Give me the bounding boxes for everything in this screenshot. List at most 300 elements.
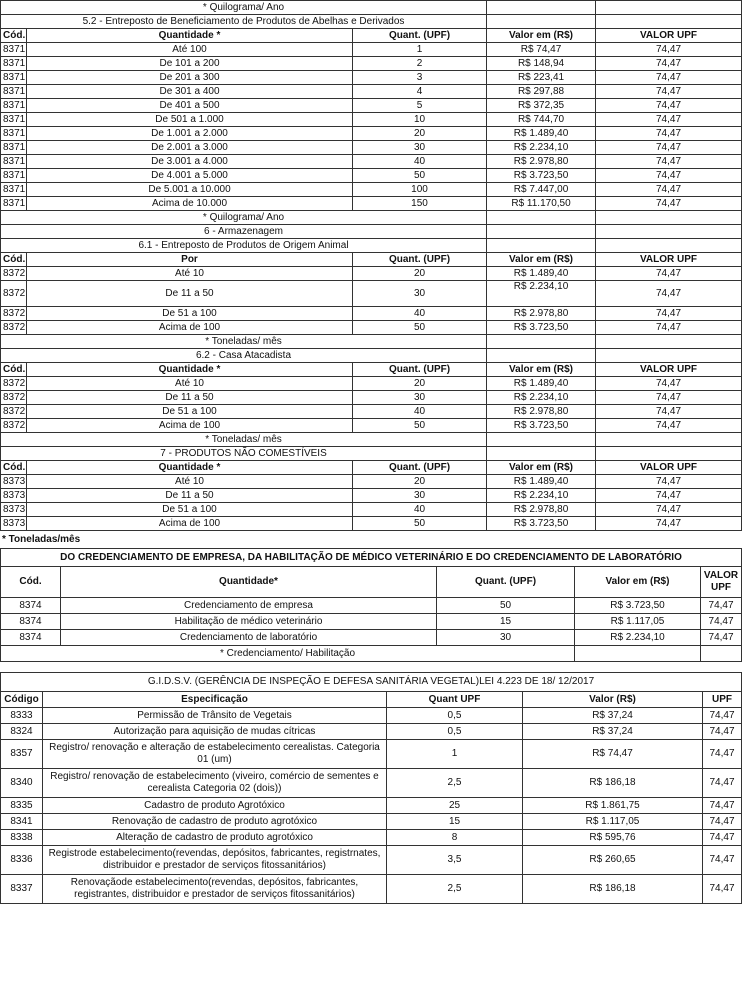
table-cell: 30 [353,489,487,503]
table-cell: 74,47 [596,419,742,433]
table-cell: 25 [387,798,523,814]
table-cell: R$ 2.978,80 [487,503,596,517]
table-cell: 8371 [1,113,27,127]
table-cell: 30 [353,391,487,405]
table-cell: R$ 1.489,40 [487,475,596,489]
table-cell: 8372 [1,391,27,405]
table-cell: 40 [353,405,487,419]
table-cell: 74,47 [596,141,742,155]
table-cell: 1 [353,43,487,57]
table-cell: De 51 a 100 [27,405,353,419]
table-cell: R$ 744,70 [487,113,596,127]
table-cell: De 11 a 50 [27,489,353,503]
column-header: Valor (R$) [523,692,703,708]
table-cell: R$ 1.489,40 [487,267,596,281]
blank-cell [487,239,596,253]
table-cell: 8341 [1,814,43,830]
table-cell: R$ 1.117,05 [523,814,703,830]
section-title-row [1,15,742,29]
table-cell: 74,47 [596,405,742,419]
column-header: Quant. (UPF) [353,253,487,267]
table-cell: R$ 223,41 [487,71,596,85]
column-header: Valor em (R$) [487,253,596,267]
column-header: Valor em (R$) [487,461,596,475]
table-cell: 74,47 [596,391,742,405]
table-cell: 74,47 [596,85,742,99]
table-cell: R$ 1.489,40 [487,377,596,391]
ton-note-row [1,433,742,447]
table-cell: 3 [353,71,487,85]
table-row [1,419,742,433]
table-title: G.I.D.S.V. (GERÊNCIA DE INSPEÇÃO E DEFESA SANITÁRIA VEGETAL)LEI 4.223 DE 18/ 12/2017 [1,673,742,692]
table-cell: R$ 3.723,50 [487,169,596,183]
table-cell: 2,5 [387,875,523,904]
header-row [1,692,742,708]
table-cell: 15 [437,614,575,630]
table-row [1,740,742,769]
blank-cell [487,1,596,15]
blank-cell [575,646,701,662]
table-row [1,155,742,169]
table-cell: 74,47 [596,307,742,321]
section-title-row [1,239,742,253]
blank-cell [596,239,742,253]
table-cell: R$ 2.234,10 [487,141,596,155]
table-row [1,517,742,531]
table-cell: 1 [387,740,523,769]
blank-cell [596,335,742,349]
table-cell: De 1.001 a 2.000 [27,127,353,141]
table-cell: 8371 [1,155,27,169]
table-row [1,830,742,846]
table-cell: 8371 [1,57,27,71]
table-cell: 74,47 [596,517,742,531]
table-row [1,169,742,183]
table-row [1,769,742,798]
table-cell: 50 [353,321,487,335]
table-row [1,724,742,740]
column-header: Por [27,253,353,267]
table-cell: 40 [353,503,487,517]
table-cell: 74,47 [596,183,742,197]
table-cell: De 201 a 300 [27,71,353,85]
table-cell: 74,47 [596,43,742,57]
table-cell: 8372 [1,405,27,419]
table-cell: R$ 2.978,80 [487,405,596,419]
table-cell: 50 [437,598,575,614]
column-header: Quantidade * [27,363,353,377]
table-cell: 4 [353,85,487,99]
table-cell: R$ 3.723,50 [487,321,596,335]
column-header: Cód. [1,567,61,598]
table-cell: 100 [353,183,487,197]
column-header: Código [1,692,43,708]
kg-note-top-row [1,1,742,15]
kg-note-row [1,211,742,225]
table-cell: 8337 [1,875,43,904]
table-row [1,85,742,99]
table-cell: 2,5 [387,769,523,798]
column-header: VALOR UPF [701,567,742,598]
table-cell: 74,47 [596,57,742,71]
table-cell: De 51 a 100 [27,307,353,321]
table-cell: 8372 [1,321,27,335]
section-title-row [1,225,742,239]
table-cell: De 51 a 100 [27,503,353,517]
table-cell: 74,47 [701,630,742,646]
table-cell: 74,47 [703,740,742,769]
blank-cell [701,646,742,662]
column-header: Valor em (R$) [487,29,596,43]
table-cell: Renovaçãode estabelecimento(revendas, depósitos, fabricantes, registrantes, distribuidor e prestador de serviços fitossanitários) [43,875,387,904]
table-cell: 8372 [1,281,27,307]
table-cell: R$ 74,47 [523,740,703,769]
table-cell: Até 100 [27,43,353,57]
table-row [1,875,742,904]
table-row [1,71,742,85]
table-cell: Até 10 [27,377,353,391]
table-cell: R$ 11.170,50 [487,197,596,211]
table-cell: De 401 a 500 [27,99,353,113]
table-cell: R$ 7.447,00 [487,183,596,197]
table-cell: 20 [353,127,487,141]
table-cell: Credenciamento de laboratório [61,630,437,646]
table-cell: Renovação de cadastro de produto agrotóxico [43,814,387,830]
table-title: DO CREDENCIAMENTO DE EMPRESA, DA HABILITAÇÃO DE MÉDICO VETERINÁRIO E DO CREDENCIAMENTO DE LABORATÓRIO [1,549,742,567]
table-row [1,267,742,281]
table-cell: Acima de 100 [27,517,353,531]
table-cell: 8373 [1,503,27,517]
table-cell: 74,47 [703,769,742,798]
blank-cell [596,15,742,29]
table-cell: 30 [353,141,487,155]
table-cell: 8371 [1,141,27,155]
blank-cell [487,211,596,225]
table-row [1,377,742,391]
table-cell: Registrode estabelecimento(revendas, depósitos, fabricantes, registrnates, distribuidor e prestador de serviços fitossanitários) [43,846,387,875]
table-row [1,113,742,127]
table-cell: 74,47 [596,169,742,183]
blank-cell [487,15,596,29]
table-cell: 74,47 [596,475,742,489]
credenciamento-table [0,548,742,662]
table-cell: R$ 2.978,80 [487,307,596,321]
table-cell: 8373 [1,517,27,531]
table-cell: Alteração de cadastro de produto agrotóxico [43,830,387,846]
table-cell: 8372 [1,419,27,433]
note-row [1,646,742,662]
table-cell: 74,47 [703,798,742,814]
table-cell: 74,47 [596,267,742,281]
column-header: Quant UPF [387,692,523,708]
blank-cell [487,225,596,239]
blank-cell [487,447,596,461]
table-cell: 74,47 [703,708,742,724]
table-cell: R$ 2.978,80 [487,155,596,169]
ton-note: * Toneladas/ mês [1,433,487,447]
table-cell: 8340 [1,769,43,798]
title-row [1,673,742,692]
table-cell: 74,47 [596,127,742,141]
table-cell: 50 [353,419,487,433]
table-row [1,183,742,197]
table-cell: Acima de 100 [27,419,353,433]
kg-note-top: * Quilograma/ Ano [1,1,487,15]
blank-cell [487,349,596,363]
table-cell: Autorização para aquisição de mudas cítricas [43,724,387,740]
table-row [1,321,742,335]
table-cell: 8 [387,830,523,846]
toneladas-note: * Toneladas/mês [2,534,81,545]
table-row [1,281,742,307]
table-cell: Registro/ renovação de estabelecimento (viveiro, comércio de sementes e cerealista Categoria 02 (dois)) [43,769,387,798]
table-cell: 8371 [1,183,27,197]
kg-note: * Quilograma/ Ano [1,211,487,225]
table-cell: 3,5 [387,846,523,875]
table-row [1,708,742,724]
table-cell: Até 10 [27,267,353,281]
table-cell: 30 [437,630,575,646]
table-cell: 74,47 [596,489,742,503]
column-header: UPF [703,692,742,708]
table-cell: 20 [353,475,487,489]
table-row [1,57,742,71]
table-cell: R$ 186,18 [523,769,703,798]
table-cell: 74,47 [596,321,742,335]
header-row [1,461,742,475]
column-header: Quantidade* [61,567,437,598]
table-cell: 50 [353,517,487,531]
table-row [1,127,742,141]
table-cell: 74,47 [703,814,742,830]
table-row [1,43,742,57]
column-header: Quant. (UPF) [353,363,487,377]
table-cell: 74,47 [596,503,742,517]
table-cell: 20 [353,377,487,391]
column-header: Quant. (UPF) [353,461,487,475]
blank-cell [596,447,742,461]
blank-cell [487,335,596,349]
table-cell: De 2.001 a 3.000 [27,141,353,155]
section-title-row [1,447,742,461]
table-cell: 2 [353,57,487,71]
section-title: 6.1 - Entreposto de Produtos de Origem Animal [1,239,487,253]
table-cell: 74,47 [703,875,742,904]
column-header: VALOR UPF [596,253,742,267]
table-cell: 20 [353,267,487,281]
table-cell: 8372 [1,377,27,391]
table-cell: 8338 [1,830,43,846]
t1-body [1,1,742,531]
table-cell: De 11 a 50 [27,391,353,405]
table-cell: 40 [353,307,487,321]
table-cell: R$ 297,88 [487,85,596,99]
table-cell: 8371 [1,99,27,113]
table-cell: R$ 148,94 [487,57,596,71]
table-row [1,405,742,419]
table-row [1,846,742,875]
table-row [1,307,742,321]
table-row [1,197,742,211]
table-cell: 8335 [1,798,43,814]
table-row [1,598,742,614]
table-row [1,141,742,155]
table-cell: 74,47 [596,197,742,211]
table-cell: De 11 a 50 [27,281,353,307]
table-cell: Acima de 10.000 [27,197,353,211]
table-cell: R$ 37,24 [523,724,703,740]
table-cell: 8373 [1,489,27,503]
table-cell: Permissão de Trânsito de Vegetais [43,708,387,724]
blank-cell [596,1,742,15]
table-row [1,614,742,630]
table-cell: 74,47 [703,830,742,846]
blank-cell [596,225,742,239]
table-cell: De 301 a 400 [27,85,353,99]
table-cell: De 4.001 a 5.000 [27,169,353,183]
table-cell: R$ 2.234,10 [575,630,701,646]
table-cell: 8324 [1,724,43,740]
table-cell: 74,47 [701,598,742,614]
table-row [1,814,742,830]
table-cell: Credenciamento de empresa [61,598,437,614]
section-title: 7 - PRODUTOS NÃO COMESTÍVEIS [1,447,487,461]
table-cell: 74,47 [596,99,742,113]
table-row [1,798,742,814]
table-cell: 8333 [1,708,43,724]
table-cell: Até 10 [27,475,353,489]
column-header: Quantidade * [27,461,353,475]
table-cell: R$ 74,47 [487,43,596,57]
table-cell: 8371 [1,127,27,141]
table-cell: 150 [353,197,487,211]
column-header: Valor em (R$) [487,363,596,377]
table-cell: Cadastro de produto Agrotóxico [43,798,387,814]
table-cell: 8371 [1,197,27,211]
header-row [1,29,742,43]
column-header: VALOR UPF [596,461,742,475]
table-cell: R$ 2.234,10 [487,281,596,307]
t3-body [1,673,742,904]
table-cell: 5 [353,99,487,113]
table-cell: 74,47 [596,155,742,169]
table-row [1,630,742,646]
table-cell: 74,47 [703,724,742,740]
ton-note-row [1,335,742,349]
table-cell: 15 [387,814,523,830]
title-row [1,549,742,567]
table-cell: De 101 a 200 [27,57,353,71]
table-cell: 74,47 [596,377,742,391]
column-header: VALOR UPF [596,363,742,377]
table-cell: 8371 [1,71,27,85]
table-cell: 8372 [1,267,27,281]
table-cell: 0,5 [387,724,523,740]
section-title: 6.2 - Casa Atacadista [1,349,487,363]
table-cell: 40 [353,155,487,169]
column-header: Cód. [1,29,27,43]
table-cell: 50 [353,169,487,183]
table-cell: 8371 [1,43,27,57]
table-cell: R$ 37,24 [523,708,703,724]
table-row [1,391,742,405]
table-row [1,475,742,489]
table-cell: 74,47 [596,113,742,127]
header-row [1,363,742,377]
table-cell: R$ 260,65 [523,846,703,875]
section-title: 6 - Armazenagem [1,225,487,239]
table-cell: De 501 a 1.000 [27,113,353,127]
table-cell: 8372 [1,307,27,321]
column-header: Quant. (UPF) [353,29,487,43]
table-cell: R$ 2.234,10 [487,391,596,405]
table-row [1,489,742,503]
header-row [1,253,742,267]
table-cell: R$ 372,35 [487,99,596,113]
table-cell: 8336 [1,846,43,875]
column-header: VALOR UPF [596,29,742,43]
blank-cell [596,433,742,447]
blank-cell [596,211,742,225]
table-cell: R$ 1.117,05 [575,614,701,630]
table-cell: Registro/ renovação e alteração de estabelecimento cerealistas. Categoria 01 (um) [43,740,387,769]
table-cell: 74,47 [596,71,742,85]
credenciamento-note: * Credenciamento/ Habilitação [1,646,575,662]
column-header: Especificação [43,692,387,708]
section-title: 5.2 - Entreposto de Beneficiamento de Produtos de Abelhas e Derivados [1,15,487,29]
column-header: Quantidade * [27,29,353,43]
table-cell: R$ 3.723,50 [487,517,596,531]
table-cell: 8374 [1,614,61,630]
ton-note: * Toneladas/ mês [1,335,487,349]
table-cell: 8371 [1,169,27,183]
table-cell: De 3.001 a 4.000 [27,155,353,169]
t2-body [1,549,742,662]
table-cell: 8374 [1,630,61,646]
blank-cell [596,349,742,363]
column-header: Valor em (R$) [575,567,701,598]
table-row [1,503,742,517]
column-header: Quant. (UPF) [437,567,575,598]
table-cell: 8374 [1,598,61,614]
table-cell: R$ 3.723,50 [487,419,596,433]
table-cell: Habilitação de médico veterinário [61,614,437,630]
table-cell: R$ 186,18 [523,875,703,904]
table-cell: R$ 1.861,75 [523,798,703,814]
section-title-row [1,349,742,363]
table-cell: 74,47 [701,614,742,630]
column-header: Cód. [1,363,27,377]
table-cell: 8371 [1,85,27,99]
table-cell: R$ 1.489,40 [487,127,596,141]
gidsv-table [0,672,742,904]
table-cell: 74,47 [703,846,742,875]
header-row [1,567,742,598]
column-header: Cód. [1,253,27,267]
table-cell: R$ 3.723,50 [575,598,701,614]
table-cell: 10 [353,113,487,127]
table-cell: 8357 [1,740,43,769]
column-header: Cód. [1,461,27,475]
table-cell: 0,5 [387,708,523,724]
blank-cell [487,433,596,447]
table-cell: Acima de 100 [27,321,353,335]
table-cell: 8373 [1,475,27,489]
table-cell: R$ 2.234,10 [487,489,596,503]
table-cell: 30 [353,281,487,307]
table-row [1,99,742,113]
table-cell: R$ 595,76 [523,830,703,846]
